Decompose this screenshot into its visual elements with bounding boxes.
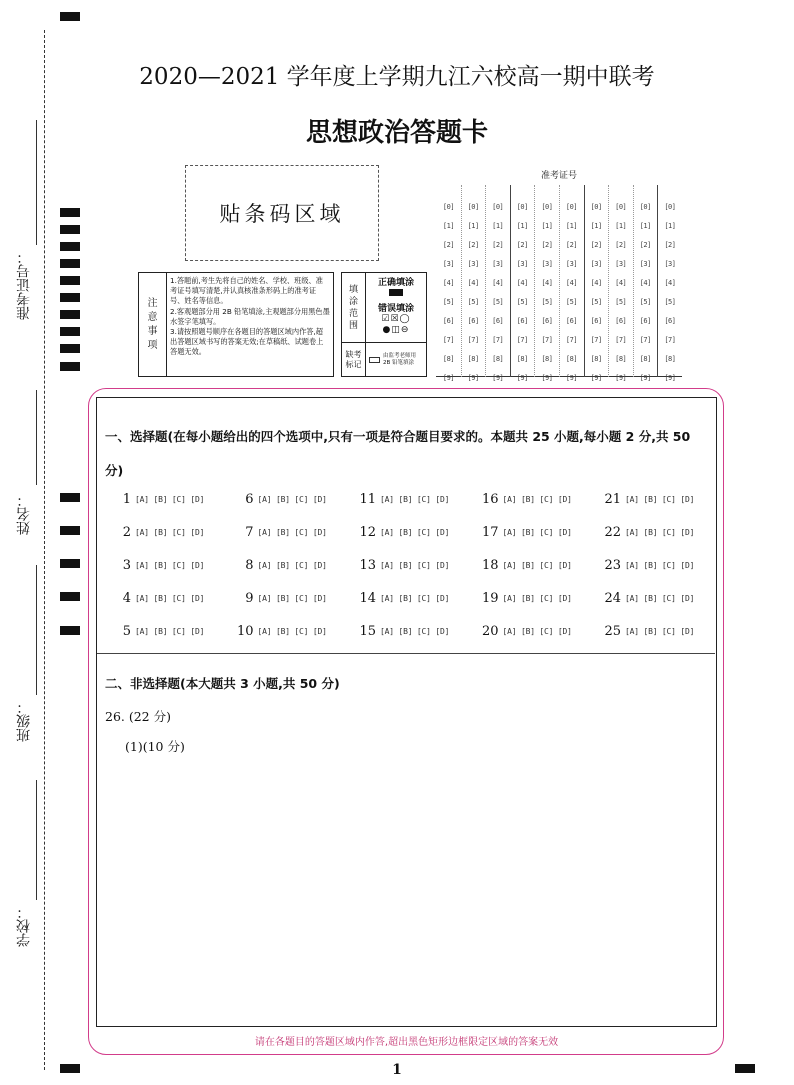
section1-heading: 一、选择题(在每小题给出的四个选项中,只有一项是符合题目要求的。本题共 25 小题,每小题 2 分,共 50 分): [105, 429, 691, 478]
correct-fill-example: [389, 289, 403, 296]
mc-question-number: 17: [481, 524, 499, 540]
mc-question-19[interactable]: [479, 588, 599, 608]
exam-column-separator: [608, 185, 609, 377]
timing-mark: [60, 526, 80, 535]
mc-option-bubbles[interactable]: [A] [B] [C] [D]: [135, 593, 205, 603]
mc-question-11[interactable]: [356, 489, 476, 509]
timing-mark: [60, 626, 80, 635]
exam-digit-bubble[interactable]: [0]: [565, 203, 578, 211]
exam-digit-bubble[interactable]: [8]: [565, 355, 578, 363]
exam-number-column[interactable]: [584, 185, 609, 382]
mc-question-number: 22: [604, 524, 621, 540]
exam-digit-bubble[interactable]: [4]: [492, 279, 504, 287]
exam-digit-bubble[interactable]: [2]: [664, 241, 676, 249]
school-line: [36, 780, 37, 900]
exam-digit-bubble[interactable]: [2]: [590, 241, 602, 249]
exam-digit-bubble[interactable]: [2]: [492, 241, 504, 249]
exam-digit-bubble[interactable]: [9]: [467, 374, 479, 382]
mc-question-number: 6: [245, 491, 254, 507]
exam-digit-bubble[interactable]: [7]: [492, 336, 504, 344]
mc-question-number: 23: [604, 557, 621, 573]
mc-option-bubbles[interactable]: [A] [B] [C] [D]: [502, 494, 572, 504]
exam-digit-bubble[interactable]: [9]: [442, 374, 455, 382]
exam-digit-bubble[interactable]: [4]: [442, 279, 455, 287]
mc-option-bubbles[interactable]: [A] [B] [C] [D]: [380, 626, 450, 636]
wrong-fill-label: 错误填涂: [377, 304, 414, 314]
name-label: 姓名：: [16, 493, 32, 535]
mc-option-bubbles[interactable]: [A] [B] [C] [D]: [502, 593, 572, 603]
mc-question-number: 13: [359, 557, 376, 573]
exam-digit-bubble[interactable]: [7]: [565, 336, 578, 344]
notice-box: [138, 272, 334, 377]
exam-digit-bubble[interactable]: [5]: [492, 298, 504, 306]
mc-option-bubbles[interactable]: [A] [B] [C] [D]: [380, 593, 450, 603]
exam-number-column[interactable]: [461, 185, 486, 382]
mc-question-number: 11: [359, 491, 376, 507]
mc-question-number: 12: [359, 524, 376, 540]
mc-question-16[interactable]: [479, 489, 599, 509]
notice-heading: 注 意 事 项: [139, 273, 167, 376]
exam-digit-bubble[interactable]: [3]: [664, 260, 676, 268]
exam-digit-bubble[interactable]: [2]: [516, 241, 528, 249]
exam-digit-bubble[interactable]: [6]: [516, 317, 528, 325]
exam-digit-bubble[interactable]: [1]: [639, 222, 651, 230]
exam-digit-bubble[interactable]: [3]: [615, 260, 627, 268]
mc-option-bubbles[interactable]: [A] [B] [C] [D]: [135, 494, 205, 504]
timing-mark: [60, 242, 80, 251]
exam-digit-bubble[interactable]: [9]: [516, 374, 528, 382]
exam-no-label: 准考证号：: [16, 250, 32, 320]
timing-mark: [60, 559, 80, 568]
mc-option-bubbles[interactable]: [A] [B] [C] [D]: [135, 560, 205, 570]
exam-digit-bubble[interactable]: [8]: [467, 355, 479, 363]
exam-column-separator: [559, 185, 560, 377]
exam-digit-bubble[interactable]: [8]: [492, 355, 504, 363]
mc-option-bubbles[interactable]: [A] [B] [C] [D]: [625, 560, 695, 570]
exam-digit-bubble[interactable]: [5]: [541, 298, 553, 306]
exam-digit-bubble[interactable]: [7]: [590, 336, 602, 344]
answer-area: [96, 397, 717, 1027]
footer-note: 请在各题目的答题区域内作答,超出黑色矩形边框限定区域的答案无效: [254, 1037, 559, 1048]
mc-question-4[interactable]: [111, 588, 231, 608]
exam-number-column[interactable]: [608, 185, 633, 382]
mc-question-5[interactable]: [111, 621, 231, 641]
exam-digit-bubble[interactable]: [2]: [467, 241, 479, 249]
mc-question-number: 24: [604, 590, 621, 606]
notice-item: 3.请按照题号顺序在各题目的答题区域内作答,超出答题区域书写的答案无效;在草稿纸、试题卷上答题无效。: [170, 327, 324, 357]
timing-mark: [60, 293, 80, 302]
mc-option-bubbles[interactable]: [A] [B] [C] [D]: [625, 527, 695, 537]
exam-column-separator: [633, 185, 634, 377]
exam-digit-bubble[interactable]: [5]: [664, 298, 676, 306]
mc-question-2[interactable]: [111, 522, 231, 542]
exam-digit-bubble[interactable]: [3]: [565, 260, 578, 268]
exam-digit-bubble[interactable]: [1]: [590, 222, 602, 230]
mc-question-8[interactable]: [234, 555, 354, 575]
exam-number-column[interactable]: [534, 185, 559, 382]
exam-number-column[interactable]: [657, 185, 682, 382]
exam-digit-bubble[interactable]: [5]: [639, 298, 651, 306]
exam-digit-bubble[interactable]: [8]: [639, 355, 651, 363]
mc-question-number: 14: [359, 590, 376, 606]
name-line: [36, 390, 37, 485]
binding-line: [44, 30, 45, 1070]
section2-heading: 二、非选择题(本大题共 3 小题,共 50 分): [105, 676, 340, 691]
timing-mark: [60, 276, 80, 285]
exam-digit-bubble[interactable]: [4]: [467, 279, 479, 287]
absent-mark-text: 由监考老师用 2B 铅笔填涂: [383, 352, 417, 366]
mc-option-bubbles[interactable]: [A] [B] [C] [D]: [380, 560, 450, 570]
exam-digit-bubble[interactable]: [5]: [590, 298, 602, 306]
mc-question-1[interactable]: [111, 489, 231, 509]
exam-digit-bubble[interactable]: [4]: [541, 279, 553, 287]
timing-mark: [60, 225, 80, 234]
exam-digit-bubble[interactable]: [1]: [541, 222, 553, 230]
exam-digit-bubble[interactable]: [1]: [565, 222, 578, 230]
exam-column-separator: [657, 185, 658, 377]
school-label: 学校：: [16, 905, 32, 947]
timing-mark: [60, 259, 80, 268]
correct-fill-label: 正确填涂: [377, 278, 414, 288]
mc-question-number: 20: [481, 623, 499, 639]
exam-digit-bubble[interactable]: [4]: [664, 279, 676, 287]
mc-question-number: 16: [481, 491, 499, 507]
exam-digit-bubble[interactable]: [4]: [615, 279, 627, 287]
question-26-1-label: (1)(10 分): [125, 739, 185, 754]
mc-question-number: 21: [604, 491, 621, 507]
absent-mark-heading: 缺考 标记: [342, 343, 366, 376]
mc-question-17[interactable]: [479, 522, 599, 542]
exam-digit-bubble[interactable]: [5]: [565, 298, 578, 306]
class-label: 班级：: [16, 700, 32, 742]
mc-question-number: 8: [245, 557, 254, 573]
exam-digit-bubble[interactable]: [9]: [615, 374, 627, 382]
mc-option-bubbles[interactable]: [A] [B] [C] [D]: [502, 560, 572, 570]
mc-question-number: 18: [481, 557, 499, 573]
exam-number-column[interactable]: [633, 185, 658, 382]
exam-digit-bubble[interactable]: [0]: [442, 203, 455, 211]
mc-option-bubbles[interactable]: [A] [B] [C] [D]: [380, 527, 450, 537]
card-title: 思想政治答题卡: [305, 118, 488, 148]
exam-digit-bubble[interactable]: [1]: [516, 222, 528, 230]
exam-digit-bubble[interactable]: [0]: [516, 203, 528, 211]
exam-digit-bubble[interactable]: [7]: [664, 336, 676, 344]
exam-digit-bubble[interactable]: [5]: [442, 298, 455, 306]
exam-number-column[interactable]: [436, 185, 461, 382]
exam-digit-bubble[interactable]: [6]: [664, 317, 676, 325]
exam-digit-bubble[interactable]: [1]: [664, 222, 676, 230]
exam-digit-bubble[interactable]: [6]: [442, 317, 455, 325]
section-divider: [97, 653, 715, 654]
mc-question-13[interactable]: [356, 555, 476, 575]
mc-option-bubbles[interactable]: [A] [B] [C] [D]: [257, 593, 327, 603]
exam-digit-bubble[interactable]: [0]: [615, 203, 627, 211]
notice-item: 1.答题前,考生先将自己的姓名、学校、班级、准考证号填写清楚,并认真核准条形码上的准考证号、姓名等信息。: [170, 276, 323, 306]
mc-question-number: 9: [245, 590, 254, 606]
exam-digit-bubble[interactable]: [1]: [442, 222, 455, 230]
exam-digit-bubble[interactable]: [6]: [541, 317, 553, 325]
exam-digit-bubble[interactable]: [9]: [565, 374, 578, 382]
exam-digit-bubble[interactable]: [0]: [590, 203, 602, 211]
exam-digit-bubble[interactable]: [3]: [516, 260, 528, 268]
exam-digit-bubble[interactable]: [7]: [516, 336, 528, 344]
exam-digit-bubble[interactable]: [3]: [541, 260, 553, 268]
mc-question-number: 3: [122, 557, 131, 573]
exam-digit-bubble[interactable]: [2]: [639, 241, 651, 249]
mc-option-bubbles[interactable]: [A] [B] [C] [D]: [135, 626, 205, 636]
mc-question-20[interactable]: [479, 621, 599, 641]
mc-question-9[interactable]: [234, 588, 354, 608]
exam-digit-bubble[interactable]: [4]: [590, 279, 602, 287]
exam-digit-bubble[interactable]: [4]: [639, 279, 651, 287]
mc-question-number: 10: [236, 623, 254, 639]
exam-digit-bubble[interactable]: [8]: [590, 355, 602, 363]
mc-question-21[interactable]: [601, 489, 721, 509]
class-line: [36, 565, 37, 695]
exam-digit-bubble[interactable]: [8]: [541, 355, 553, 363]
mc-option-bubbles[interactable]: [A] [B] [C] [D]: [625, 626, 695, 636]
mc-question-number: 15: [359, 623, 376, 639]
exam-digit-bubble[interactable]: [3]: [639, 260, 651, 268]
exam-digit-bubble[interactable]: [8]: [516, 355, 528, 363]
exam-digit-bubble[interactable]: [5]: [467, 298, 479, 306]
mc-question-number: 2: [122, 524, 131, 540]
exam-digit-bubble[interactable]: [2]: [541, 241, 553, 249]
exam-digit-bubble[interactable]: [0]: [639, 203, 651, 211]
exam-number-grid[interactable]: [436, 185, 682, 382]
page-number: 1: [392, 1062, 402, 1078]
absent-mark-box[interactable]: [369, 357, 380, 363]
exam-digit-bubble[interactable]: [9]: [492, 374, 504, 382]
exam-digit-bubble[interactable]: [0]: [541, 203, 553, 211]
mc-option-bubbles[interactable]: [A] [B] [C] [D]: [257, 527, 327, 537]
mc-option-bubbles[interactable]: [A] [B] [C] [D]: [135, 527, 205, 537]
mc-question-number: 25: [604, 623, 621, 639]
exam-digit-bubble[interactable]: [5]: [615, 298, 627, 306]
timing-mark: [60, 493, 80, 502]
exam-digit-bubble[interactable]: [8]: [442, 355, 455, 363]
mc-question-number: 1: [122, 491, 131, 507]
exam-digit-bubble[interactable]: [9]: [590, 374, 602, 382]
exam-digit-bubble[interactable]: [7]: [467, 336, 479, 344]
exam-column-separator: [584, 185, 585, 377]
mc-option-bubbles[interactable]: [A] [B] [C] [D]: [380, 494, 450, 504]
exam-digit-bubble[interactable]: [6]: [565, 317, 578, 325]
mc-question-3[interactable]: [111, 555, 231, 575]
mc-question-24[interactable]: [601, 588, 721, 608]
exam-digit-bubble[interactable]: [8]: [664, 355, 676, 363]
mc-question-number: 5: [122, 623, 131, 639]
exam-digit-bubble[interactable]: [4]: [565, 279, 578, 287]
mc-question-25[interactable]: [601, 621, 721, 641]
mc-option-bubbles[interactable]: [A] [B] [C] [D]: [257, 560, 327, 570]
exam-digit-bubble[interactable]: [8]: [615, 355, 627, 363]
mc-question-18[interactable]: [479, 555, 599, 575]
exam-number-column[interactable]: [510, 185, 535, 382]
exam-digit-bubble[interactable]: [1]: [615, 222, 627, 230]
exam-number-title: 准考证号: [540, 171, 577, 181]
exam-digit-bubble[interactable]: [7]: [615, 336, 627, 344]
exam-digit-bubble[interactable]: [7]: [639, 336, 651, 344]
exam-digit-bubble[interactable]: [4]: [516, 279, 528, 287]
mc-question-6[interactable]: [234, 489, 354, 509]
mc-question-15[interactable]: [356, 621, 476, 641]
mc-option-bubbles[interactable]: [A] [B] [C] [D]: [502, 527, 572, 537]
mc-question-14[interactable]: [356, 588, 476, 608]
exam-digit-bubble[interactable]: [9]: [664, 374, 676, 382]
timing-mark: [60, 344, 80, 353]
timing-mark: [60, 208, 80, 217]
page-title: 2020—2021 学年度上学期九江六校高一期中联考: [139, 64, 655, 90]
timing-mark: [60, 327, 80, 336]
exam-digit-bubble[interactable]: [0]: [467, 203, 479, 211]
exam-digit-bubble[interactable]: [6]: [467, 317, 479, 325]
fill-guide: [341, 272, 427, 377]
question-26-label: 26. (22 分): [105, 709, 171, 724]
exam-digit-bubble[interactable]: [7]: [442, 336, 455, 344]
mc-option-bubbles[interactable]: [A] [B] [C] [D]: [625, 593, 695, 603]
barcode-label: 贴条码区域: [219, 202, 345, 226]
exam-digit-bubble[interactable]: [3]: [590, 260, 602, 268]
mc-option-bubbles[interactable]: [A] [B] [C] [D]: [625, 494, 695, 504]
alignment-mark-top-left: [60, 12, 80, 21]
exam-digit-bubble[interactable]: [0]: [492, 203, 504, 211]
exam-digit-bubble[interactable]: [2]: [442, 241, 455, 249]
exam-digit-bubble[interactable]: [2]: [565, 241, 578, 249]
mc-question-number: 7: [245, 524, 254, 540]
mc-question-number: 19: [481, 590, 499, 606]
exam-digit-bubble[interactable]: [5]: [516, 298, 528, 306]
exam-digit-bubble[interactable]: [0]: [664, 203, 676, 211]
exam-digit-bubble[interactable]: [1]: [467, 222, 479, 230]
timing-mark: [60, 592, 80, 601]
mc-question-22[interactable]: [601, 522, 721, 542]
mc-option-bubbles[interactable]: [A] [B] [C] [D]: [502, 626, 572, 636]
exam-digit-bubble[interactable]: [3]: [442, 260, 455, 268]
fill-guide-heading: 填 涂 范 围: [342, 273, 366, 342]
exam-digit-bubble[interactable]: [6]: [590, 317, 602, 325]
mc-question-12[interactable]: [356, 522, 476, 542]
exam-digit-bubble[interactable]: [3]: [467, 260, 479, 268]
exam-column-separator: [461, 185, 462, 377]
exam-digit-bubble[interactable]: [6]: [639, 317, 651, 325]
exam-column-separator: [534, 185, 535, 377]
exam-digit-bubble[interactable]: [6]: [492, 317, 504, 325]
exam-digit-bubble[interactable]: [3]: [492, 260, 504, 268]
notice-body: [167, 273, 333, 376]
mc-question-23[interactable]: [601, 555, 721, 575]
exam-digit-bubble[interactable]: [6]: [615, 317, 627, 325]
exam-number-column[interactable]: [485, 185, 510, 382]
exam-column-separator: [510, 185, 511, 377]
exam-digit-bubble[interactable]: [7]: [541, 336, 553, 344]
exam-digit-bubble[interactable]: [9]: [639, 374, 651, 382]
timing-mark: [60, 362, 80, 371]
notice-item: 2.客观题部分用 2B 铅笔填涂,主观题部分用黑色墨水签字笔填写。: [170, 306, 330, 326]
mc-question-7[interactable]: [234, 522, 354, 542]
mc-question-10[interactable]: [234, 621, 354, 641]
exam-digit-bubble[interactable]: [2]: [615, 241, 627, 249]
barcode-area: [185, 165, 379, 261]
mc-option-bubbles[interactable]: [A] [B] [C] [D]: [257, 494, 327, 504]
exam-digit-bubble[interactable]: [9]: [541, 374, 553, 382]
timing-mark: [60, 310, 80, 319]
exam-digit-bubble[interactable]: [1]: [492, 222, 504, 230]
exam-number-column[interactable]: [559, 185, 584, 382]
mc-option-bubbles[interactable]: [A] [B] [C] [D]: [257, 626, 327, 636]
exam-column-separator: [485, 185, 486, 377]
mc-question-number: 4: [122, 590, 131, 606]
wrong-fill-icons: ☑☒◯ ●◫⊖: [381, 314, 411, 335]
